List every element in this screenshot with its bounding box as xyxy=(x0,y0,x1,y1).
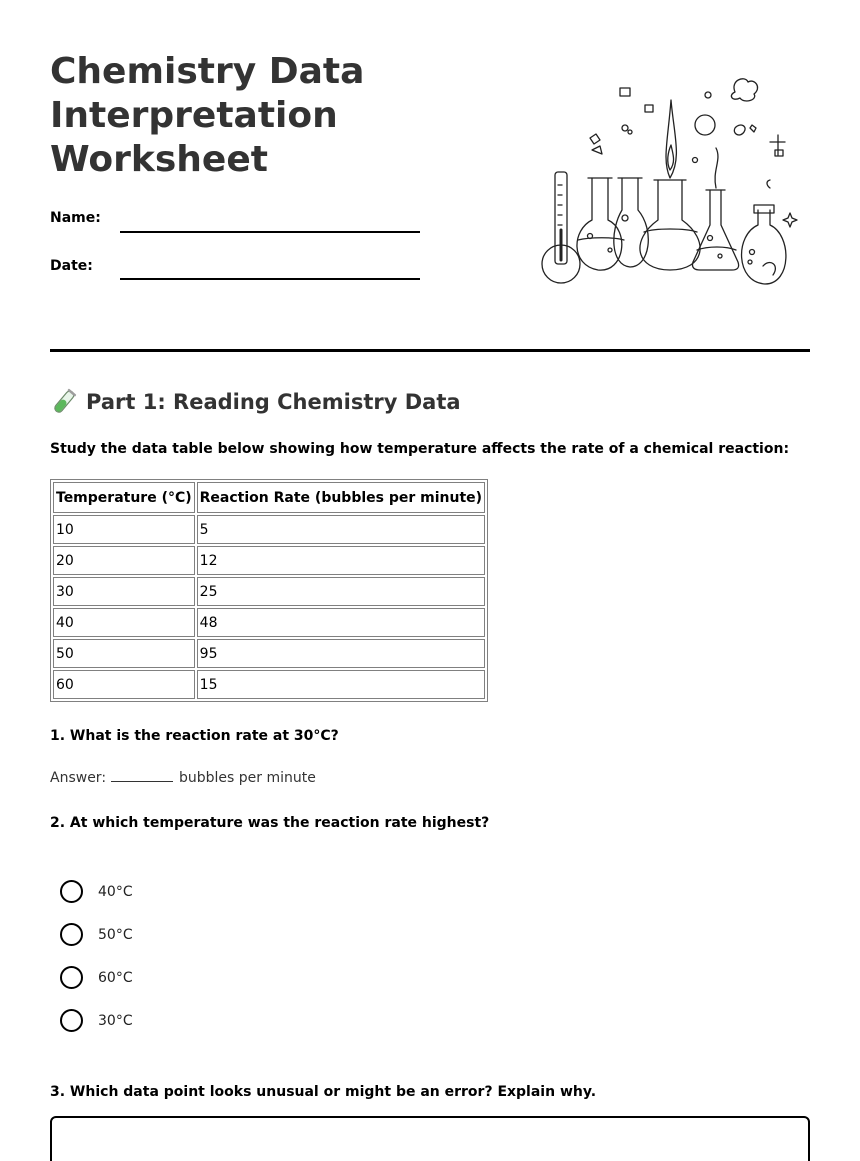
radio-button[interactable] xyxy=(60,923,83,946)
table-header-row xyxy=(53,482,485,513)
table-row xyxy=(53,670,485,699)
temperature-cell: 30 xyxy=(53,577,195,606)
reaction-rate-cell: 15 xyxy=(197,670,485,699)
table-row xyxy=(53,639,485,668)
question-1-answer xyxy=(50,770,316,786)
temperature-cell: 10 xyxy=(53,515,195,544)
page-title: Chemistry Data Interpretation Worksheet xyxy=(50,51,365,180)
radio-button[interactable] xyxy=(60,1009,83,1032)
data-table xyxy=(50,479,488,702)
question-3: 3. Which data point looks unusual or might be an error? Explain why. xyxy=(50,1084,597,1100)
option-30c[interactable] xyxy=(60,1009,133,1032)
answer-blank-field[interactable] xyxy=(111,770,173,782)
option-label: 50°C xyxy=(98,926,133,943)
answer-suffix: bubbles per minute xyxy=(178,770,316,786)
column-header-temperature: Temperature (°C) xyxy=(53,482,195,513)
table-row xyxy=(53,546,485,575)
part1-heading xyxy=(50,388,461,416)
column-header-reaction-rate: Reaction Rate (bubbles per minute) xyxy=(197,482,485,513)
radio-button[interactable] xyxy=(60,966,83,989)
option-40c[interactable] xyxy=(60,880,133,903)
reaction-rate-cell: 5 xyxy=(197,515,485,544)
name-field[interactable] xyxy=(120,231,420,233)
temperature-cell: 50 xyxy=(53,639,195,668)
reaction-rate-cell: 12 xyxy=(197,546,485,575)
test-tube-icon xyxy=(50,388,78,416)
name-label: Name: xyxy=(50,210,101,226)
question-2: 2. At which temperature was the reaction rate highest? xyxy=(50,815,490,831)
option-60c[interactable] xyxy=(60,966,133,989)
answer-prefix: Answer: xyxy=(50,770,107,786)
temperature-cell: 20 xyxy=(53,546,195,575)
date-field[interactable] xyxy=(120,278,420,280)
reaction-rate-cell: 48 xyxy=(197,608,485,637)
instructions: Study the data table below showing how temperature affects the rate of a chemical reaction: xyxy=(50,441,790,457)
temperature-cell: 60 xyxy=(53,670,195,699)
table-row xyxy=(53,515,485,544)
reaction-rate-cell: 95 xyxy=(197,639,485,668)
table-row xyxy=(53,608,485,637)
date-label: Date: xyxy=(50,258,93,274)
part1-title: Part 1: Reading Chemistry Data xyxy=(86,390,461,414)
option-label: 30°C xyxy=(98,1012,133,1029)
lab-glassware-illustration xyxy=(530,70,810,295)
option-label: 40°C xyxy=(98,883,133,900)
option-50c[interactable] xyxy=(60,923,133,946)
temperature-cell: 40 xyxy=(53,608,195,637)
question-3-answer-box[interactable] xyxy=(50,1116,810,1161)
table-row xyxy=(53,577,485,606)
radio-button[interactable] xyxy=(60,880,83,903)
option-label: 60°C xyxy=(98,969,133,986)
reaction-rate-cell: 25 xyxy=(197,577,485,606)
question-1: 1. What is the reaction rate at 30°C? xyxy=(50,728,339,744)
section-divider xyxy=(50,349,810,352)
